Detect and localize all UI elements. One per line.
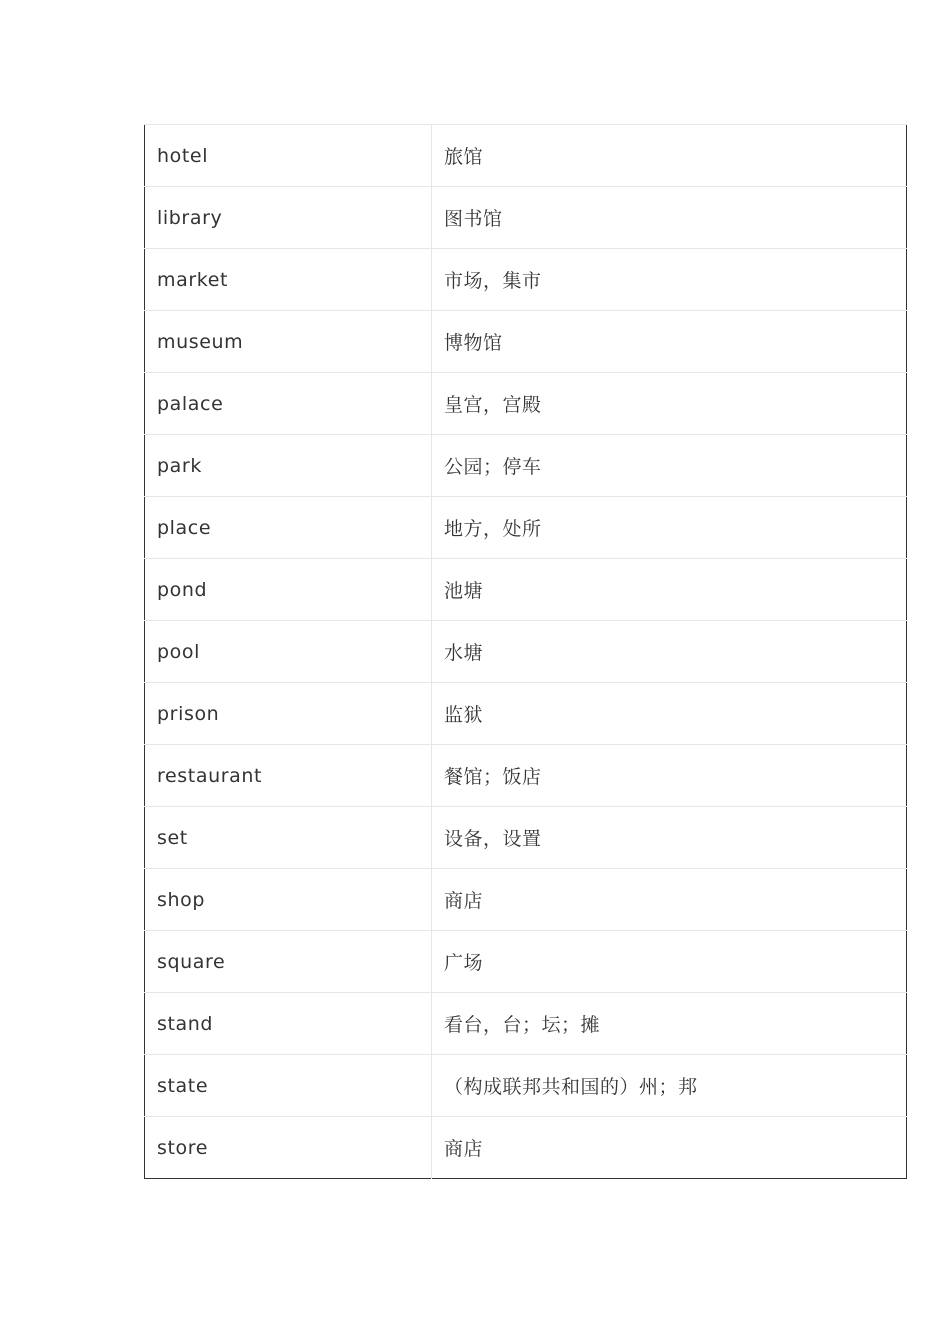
word-cell: hotel xyxy=(145,125,432,187)
table-row xyxy=(145,373,907,435)
table-row xyxy=(145,621,907,683)
meaning-cell: 设备，设置 xyxy=(432,807,907,869)
table-row xyxy=(145,1117,907,1179)
table-row xyxy=(145,559,907,621)
meaning-cell: 皇宫，宫殿 xyxy=(432,373,907,435)
table-row xyxy=(145,683,907,745)
word-cell: pool xyxy=(145,621,432,683)
meaning-cell: 商店 xyxy=(432,1117,907,1179)
table-row xyxy=(145,1055,907,1117)
word-cell: set xyxy=(145,807,432,869)
meaning-cell: 博物馆 xyxy=(432,311,907,373)
meaning-cell: 市场，集市 xyxy=(432,249,907,311)
meaning-cell: 监狱 xyxy=(432,683,907,745)
word-cell: prison xyxy=(145,683,432,745)
vocabulary-table xyxy=(144,124,907,1179)
word-cell: library xyxy=(145,187,432,249)
meaning-cell: 图书馆 xyxy=(432,187,907,249)
table-row xyxy=(145,435,907,497)
word-cell: store xyxy=(145,1117,432,1179)
word-cell: place xyxy=(145,497,432,559)
meaning-cell: 地方，处所 xyxy=(432,497,907,559)
table-row xyxy=(145,187,907,249)
meaning-cell: 池塘 xyxy=(432,559,907,621)
meaning-cell: 商店 xyxy=(432,869,907,931)
meaning-cell: 看台，台；坛；摊 xyxy=(432,993,907,1055)
word-cell: pond xyxy=(145,559,432,621)
table-row xyxy=(145,311,907,373)
word-cell: square xyxy=(145,931,432,993)
meaning-cell: 公园；停车 xyxy=(432,435,907,497)
word-cell: palace xyxy=(145,373,432,435)
table-row xyxy=(145,931,907,993)
table-row xyxy=(145,993,907,1055)
word-cell: park xyxy=(145,435,432,497)
table-row xyxy=(145,807,907,869)
meaning-cell: 餐馆；饭店 xyxy=(432,745,907,807)
word-cell: restaurant xyxy=(145,745,432,807)
word-cell: market xyxy=(145,249,432,311)
word-cell: museum xyxy=(145,311,432,373)
table-row xyxy=(145,249,907,311)
vocabulary-table-body xyxy=(145,125,907,1179)
meaning-cell: （构成联邦共和国的）州；邦 xyxy=(432,1055,907,1117)
word-cell: state xyxy=(145,1055,432,1117)
table-row xyxy=(145,745,907,807)
table-row xyxy=(145,869,907,931)
table-row xyxy=(145,125,907,187)
table-row xyxy=(145,497,907,559)
word-cell: stand xyxy=(145,993,432,1055)
meaning-cell: 水塘 xyxy=(432,621,907,683)
word-cell: shop xyxy=(145,869,432,931)
meaning-cell: 旅馆 xyxy=(432,125,907,187)
meaning-cell: 广场 xyxy=(432,931,907,993)
